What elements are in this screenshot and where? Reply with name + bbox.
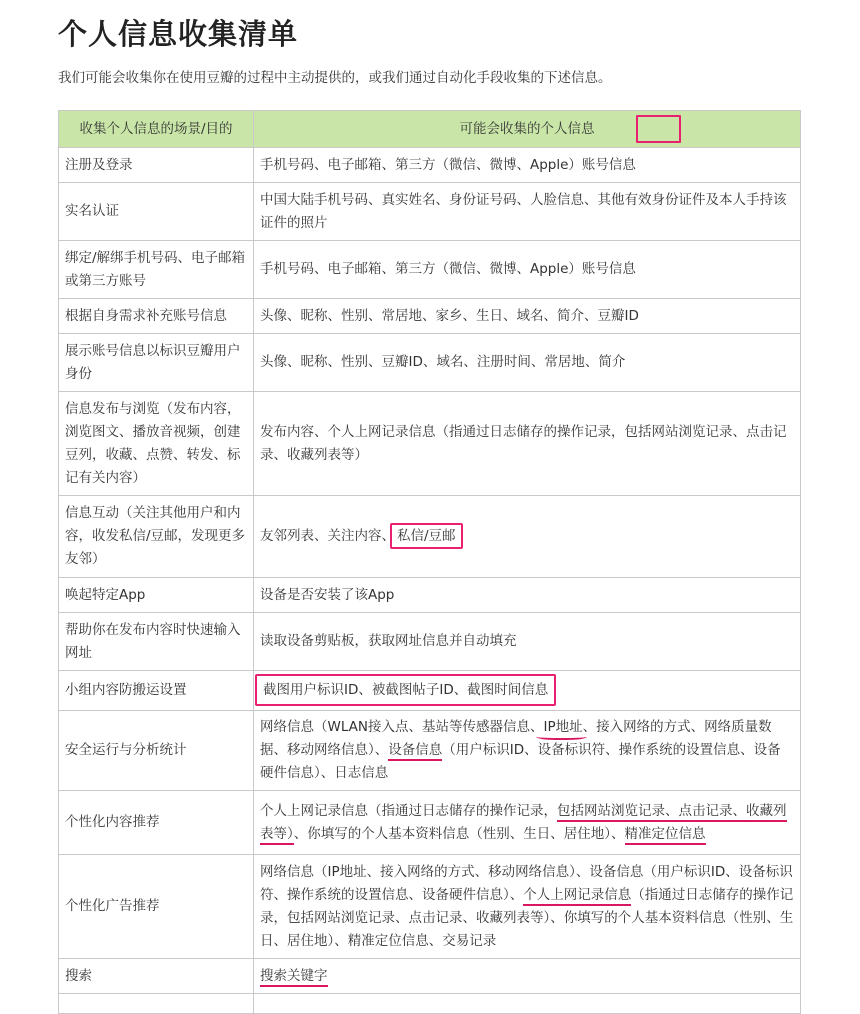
table-row (59, 855, 801, 959)
row-scene: 信息互动（关注其他用户和内容，收发私信/豆邮，发现更多友邻） (59, 496, 254, 578)
row-scene: 安全运行与分析统计 (59, 711, 254, 791)
header-info-label: 可能会收集的个人信息 (459, 120, 595, 137)
table-row (59, 392, 801, 496)
underline-mark: 个人上网记录信息 (523, 887, 631, 906)
intro-text: 我们可能会收集你在使用豆瓣的过程中主动提供的，或我们通过自动化手段收集的下述信息。 (58, 70, 612, 86)
row-scene: 小组内容防搬运设置 (59, 671, 254, 711)
row-scene: 搜索 (59, 959, 254, 994)
row-scene: 根据自身需求补充账号信息 (59, 299, 254, 334)
table-row (59, 791, 801, 855)
table-row (59, 334, 801, 392)
row-scene: 帮助你在发布内容时快速输入网址 (59, 613, 254, 671)
page-title: 个人信息收集清单 (58, 17, 299, 51)
table-header-row (59, 111, 801, 148)
table-row-partial (59, 994, 801, 1014)
row-info: 手机号码、电子邮箱、第三方（微信、微博、Apple）账号信息 (254, 148, 801, 183)
underline-mark: 设备信息 (388, 742, 442, 761)
row-scene: 实名认证 (59, 183, 254, 241)
row-info (254, 671, 801, 711)
underline-mark: 搜索关键字 (260, 968, 328, 987)
underline-mark: 精准定位信息 (625, 826, 706, 845)
row-scene: 注册及登录 (59, 148, 254, 183)
row-info: 发布内容、个人上网记录信息（指通过日志储存的操作记录，包括网站浏览记录、点击记录、收藏列表等） (254, 392, 801, 496)
row-info: 网络信息（WLAN接入点、基站等传感器信息、IP地址、接入网络的方式、网络质量数据、移动网络信息）、设备信息（用户标识ID、设备标识符、操作系统的设置信息、设备硬件信息）、日志信息 (254, 711, 801, 791)
table-row (59, 711, 801, 791)
table-row (59, 299, 801, 334)
table-row (59, 241, 801, 299)
row-scene: 信息发布与浏览（发布内容，浏览图文、播放音视频，创建豆列，收藏、点赞、转发、标记有关内容） (59, 392, 254, 496)
row-info: 读取设备剪贴板，获取网址信息并自动填充 (254, 613, 801, 671)
row-info: 个人上网记录信息（指通过日志储存的操作记录，包括网站浏览记录、点击记录、收藏列表等）、你填写的个人基本资料信息（性别、生日、居住地）、精准定位信息 (254, 791, 801, 855)
row-scene: 绑定/解绑手机号码、电子邮箱或第三方账号 (59, 241, 254, 299)
row-info: 头像、昵称、性别、常居地、家乡、生日、域名、简介、豆瓣ID (254, 299, 801, 334)
row-scene: 个性化广告推荐 (59, 855, 254, 959)
row-info: 设备是否安装了该App (254, 578, 801, 613)
highlight-box: 截图用户标识ID、被截图帖子ID、截图时间信息 (255, 674, 556, 706)
info-table (58, 110, 801, 1014)
header-scene: 收集个人信息的场景/目的 (59, 111, 254, 148)
table-row (59, 496, 801, 578)
underline-mark: 包括网站浏览记录、点击记录、收藏列表等） (260, 803, 787, 845)
highlight-box: 私信/豆邮 (390, 523, 463, 549)
row-info: 网络信息（IP地址、接入网络的方式、移动网络信息）、设备信息（用户标识ID、设备标识符、操作系统的设置信息、设备硬件信息）、个人上网记录信息（指通过日志储存的操作记录，包括网站浏览记录、点击记录、收藏列表等）、你填写的个人基本资料信息（性别、生日、居住地）、精准定位信息、交易记录 (254, 855, 801, 959)
underline-mark: IP地址 (543, 719, 583, 735)
row-info: 头像、昵称、性别、豆瓣ID、域名、注册时间、常居地、简介 (254, 334, 801, 392)
row-scene: 个性化内容推荐 (59, 791, 254, 855)
table-row (59, 613, 801, 671)
table-row (59, 959, 801, 994)
table-row (59, 148, 801, 183)
row-info: 友邻列表、关注内容、 私信/豆邮 (254, 496, 801, 578)
row-info: 手机号码、电子邮箱、第三方（微信、微博、Apple）账号信息 (254, 241, 801, 299)
row-scene: 展示账号信息以标识豆瓣用户身份 (59, 334, 254, 392)
table-row (59, 183, 801, 241)
table-row (59, 671, 801, 711)
highlight-box-icon (636, 115, 681, 143)
row-info (254, 959, 801, 994)
table-row (59, 578, 801, 613)
row-info: 中国大陆手机号码、真实姓名、身份证号码、人脸信息、其他有效身份证件及本人手持该证件的照片 (254, 183, 801, 241)
header-info (254, 111, 801, 148)
row-scene: 唤起特定App (59, 578, 254, 613)
